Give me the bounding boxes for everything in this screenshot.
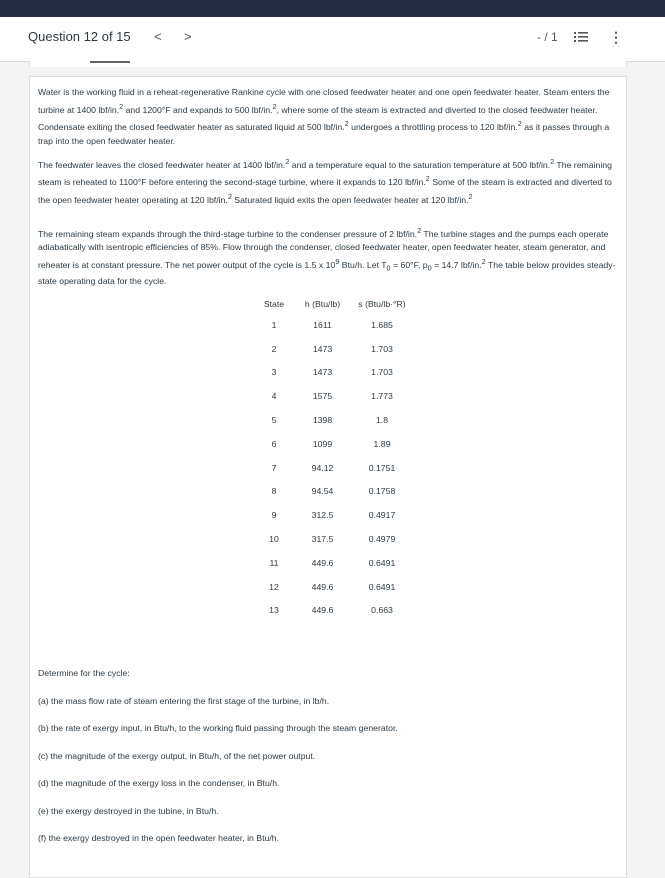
enthalpy-cell: 317.5 <box>311 534 334 545</box>
entropy-cell: 0.663 <box>371 605 393 616</box>
enthalpy-cell: 312.5 <box>311 510 334 521</box>
question-title: Question 12 of 15 <box>28 29 131 44</box>
question-part-c: (c) the magnitude of the exergy output, in Btu/h, of the net power output. <box>38 751 316 761</box>
entropy-cell: 0.4917 <box>368 510 396 521</box>
state-cell: 6 <box>271 438 277 449</box>
table-row <box>254 384 413 408</box>
table-header-row <box>254 295 413 313</box>
table-row <box>254 313 413 337</box>
next-question-button[interactable]: > <box>184 29 192 44</box>
more-options-icon[interactable]: ⋮ <box>609 29 623 45</box>
entropy-cell: 0.1758 <box>368 486 396 497</box>
state-cell: 12 <box>269 581 279 592</box>
entropy-cell: 1.685 <box>371 319 393 330</box>
table-row <box>254 503 413 527</box>
enthalpy-cell: 1473 <box>312 343 333 354</box>
enthalpy-cell: 449.6 <box>311 557 334 568</box>
table-row <box>254 551 413 575</box>
enthalpy-cell: 1473 <box>312 367 333 378</box>
state-cell: 8 <box>271 486 277 497</box>
entropy-cell: 0.6491 <box>368 581 396 592</box>
entropy-cell: 1.89 <box>373 438 391 449</box>
enthalpy-cell: 94.12 <box>311 462 334 473</box>
top-bar <box>0 0 665 17</box>
state-cell: 13 <box>269 605 279 616</box>
state-cell: 5 <box>271 415 277 426</box>
state-cell: 4 <box>271 391 277 402</box>
enthalpy-cell: 449.6 <box>311 605 334 616</box>
enthalpy-cell: 94.54 <box>311 486 334 497</box>
entropy-cell: 0.1751 <box>368 462 396 473</box>
state-cell: 7 <box>271 462 277 473</box>
table-row <box>254 599 413 623</box>
table-row <box>254 408 413 432</box>
score-display: - / 1 <box>537 30 558 44</box>
question-part-a: (a) the mass flow rate of steam entering the first stage of the turbine, in lb/h. <box>38 696 330 706</box>
problem-paragraph-3: The remaining steam expands through the third-stage turbine to the condenser pressure of 2 lbf/in.$^2$ The turbine stages and the pumps each operate adiabatically with isentropic efficiencies of 85%. Flow through the condenser, closed feedwater heater, open feedwater heater, steam generator, and reheater is at constant pressure. The net power output of the cycle is 1.5 x $10^9$ Btu/h. Let $T_0 = 60^\circ F$, $p_0 = 14.7$ lbf/in.$^2$ The table below provides steady-state operating data for the cycle. <box>38 226 616 287</box>
state-cell: 11 <box>269 557 279 568</box>
enthalpy-cell: 1611 <box>313 319 332 330</box>
table-row <box>254 432 413 456</box>
state-cell: 3 <box>271 367 277 378</box>
table-row <box>254 480 413 504</box>
entropy-cell: 1.703 <box>371 367 393 378</box>
question-part-f: (f) the exergy destroyed in the open feedwater heater, in Btu/h. <box>38 833 279 843</box>
table-row <box>254 456 413 480</box>
question-part-e: (e) the exergy destroyed in the tubine, in Btu/h. <box>38 806 219 816</box>
problem-paragraph-2: The feedwater leaves the closed feedwater heater at 1400 lbf/in.$^2$ and a temperature equal to the saturation temperature at 500 lbf/in.$^2$ The remaining steam is reheated to 1100°F before entering the second-stage turbine, where it expands to 120 lbf/in.$^2$ Some of the steam is extracted and diverted to the open feedwater heater operating at 120 lbf/in.$^2$ Saturated liquid exits the open feedwater heater at 120 lbf/in.$^2$ <box>38 157 612 205</box>
divider <box>90 61 130 63</box>
previous-question-button[interactable]: < <box>154 29 162 44</box>
question-list-icon[interactable] <box>574 31 588 43</box>
enthalpy-cell: 449.6 <box>311 581 334 592</box>
header-enthalpy: h (Btu/lb) <box>304 299 341 309</box>
header-state: State <box>263 299 285 309</box>
entropy-cell: 1.703 <box>371 343 393 354</box>
entropy-cell: 1.8 <box>375 415 389 426</box>
question-header <box>0 17 665 62</box>
question-part-b: (b) the rate of exergy input, in Btu/h, to the working fluid passing through the steam generator. <box>38 723 398 733</box>
entropy-cell: 1.773 <box>371 391 393 402</box>
question-card <box>29 76 627 878</box>
previous-card-edge <box>29 61 627 67</box>
header-entropy: s (Btu/lb·°R) <box>358 299 406 309</box>
table-row <box>254 575 413 599</box>
table-row <box>254 337 413 361</box>
state-cell: 1 <box>271 319 277 330</box>
determine-heading: Determine for the cycle: <box>38 668 130 678</box>
state-cell: 9 <box>271 510 277 521</box>
table-row <box>254 527 413 551</box>
question-part-d: (d) the magnitude of the exergy loss in the condenser, in Btu/h. <box>38 778 280 788</box>
enthalpy-cell: 1398 <box>312 415 333 426</box>
entropy-cell: 0.4979 <box>368 534 396 545</box>
table-row <box>254 361 413 385</box>
state-cell: 2 <box>271 343 277 354</box>
enthalpy-cell: 1099 <box>312 438 333 449</box>
enthalpy-cell: 1575 <box>312 391 333 402</box>
entropy-cell: 0.6491 <box>368 557 396 568</box>
state-cell: 10 <box>269 534 279 545</box>
problem-paragraph-1: Water is the working fluid in a reheat-regenerative Rankine cycle with one closed feedwater heater and one open feedwater heater. Steam enters the turbine at 1400 lbf/in.$^2$ and 1200°F and expands to 500 lbf/in.$^2$, where some of the steam is extracted and diverted to the closed feedwater heater. Condensate exiting the closed feedwater heater as saturated liquid at 500 lbf/in.$^2$ undergoes a throttling process to 120 lbf/in.$^2$ as it passes through a trap into the open feedwater heater. <box>38 87 610 146</box>
state-data-table <box>254 295 413 622</box>
